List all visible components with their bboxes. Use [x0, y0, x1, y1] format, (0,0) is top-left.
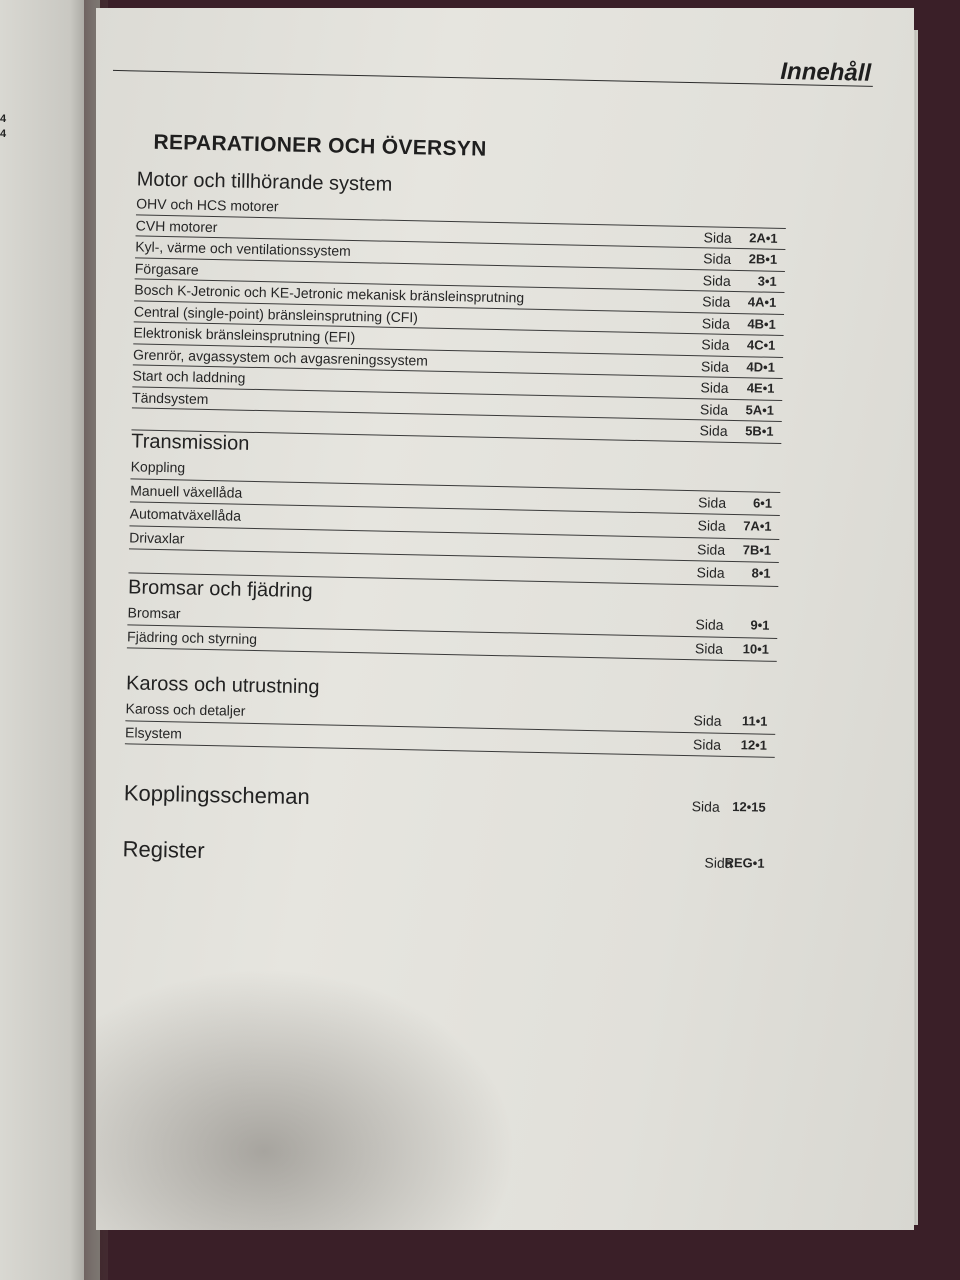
toc-page: 4A•1 [747, 294, 777, 310]
toc-label: Elektronisk bränsleinsprutning (EFI) [133, 324, 356, 346]
section-motor [131, 168, 786, 443]
toc-sida: Sida [699, 422, 728, 439]
toc-page: REG•1 [724, 854, 765, 871]
section-title: Bromsar och fjädring [127, 576, 313, 603]
toc-sida: Sida [702, 271, 731, 289]
toc-sida: Sida [700, 357, 730, 375]
toc-sida: Sida [703, 250, 732, 267]
section-transmission [128, 430, 781, 586]
toc-label: Manuell växellåda [130, 481, 243, 501]
contents-page [96, 8, 914, 1230]
toc-page: 4B•1 [747, 315, 776, 332]
toc-page: 2A•1 [749, 229, 778, 246]
toc-sida: Sida [696, 564, 725, 581]
header-rule [113, 70, 873, 87]
toc-label: Kyl-, värme och ventilationssystem [135, 238, 351, 259]
toc-label: Drivaxlar [129, 528, 185, 547]
toc-label: Fjädring och styrning [126, 627, 258, 647]
toc-sida: Sida [699, 400, 729, 418]
toc-heading: Kopplingsscheman [123, 780, 310, 810]
toc-page: 7B•1 [742, 541, 772, 558]
toc-entry-kopplingsscheman [123, 780, 773, 824]
toc-page: 6•1 [752, 494, 773, 511]
toc-label: Automatväxellåda [129, 505, 242, 524]
toc-page: 5A•1 [745, 401, 775, 418]
page-content [96, 8, 914, 1230]
section-bromsar [127, 576, 778, 662]
toc-page: 4E•1 [746, 380, 775, 396]
toc-sida: Sida [694, 639, 724, 657]
toc-page: 4D•1 [746, 358, 776, 375]
toc-label: Koppling [130, 458, 186, 476]
toc-page: 10•1 [742, 640, 770, 657]
toc-label: Förgasare [134, 259, 199, 278]
toc-label: Tändsystem [131, 388, 209, 407]
toc-page: 8•1 [751, 565, 771, 581]
toc-page: 3•1 [757, 272, 777, 289]
toc-heading: Register [122, 836, 205, 863]
toc-label: Bromsar [127, 604, 181, 622]
page-header-title: Innehåll [780, 57, 872, 87]
toc-page: 7A•1 [743, 518, 772, 534]
toc-label: Central (single-point) bränsleinsprutning (CFI) [133, 302, 419, 325]
toc-page: 12•15 [732, 799, 766, 815]
toc-label: Bosch K-Jetronic och KE-Jetronic mekanisk bränsleinsprutning [134, 281, 525, 306]
toc-sida: Sida [697, 493, 727, 511]
toc-sida: Sida [696, 540, 726, 558]
toc-sida: Sida [704, 854, 733, 872]
toc-sida: Sida [692, 735, 722, 753]
main-heading: REPARATIONER OCH ÖVERSYN [153, 130, 487, 161]
left-page-marks [0, 112, 10, 142]
toc-label: Elsystem [124, 723, 183, 741]
toc-page: 9•1 [750, 617, 770, 633]
toc-sida: Sida [691, 798, 720, 815]
left-page-mark: 4 [0, 113, 7, 125]
section-title: Transmission [130, 430, 250, 455]
toc-page: 12•1 [740, 736, 768, 753]
toc-label: Kaross och detaljer [125, 700, 246, 719]
toc-label: Start och laddning [132, 367, 246, 386]
toc-sida: Sida [695, 616, 724, 633]
toc-sida: Sida [702, 293, 731, 310]
toc-label: Grenrör, avgassystem och avgasreningssystem [132, 345, 429, 369]
section-title: Kaross och utrustning [125, 672, 320, 699]
toc-page: 5B•1 [745, 423, 774, 439]
section-title: Motor och tillhörande system [136, 168, 393, 196]
toc-page: 11•1 [741, 713, 768, 729]
toc-sida: Sida [697, 517, 726, 534]
toc-page: 2B•1 [748, 251, 778, 267]
section-kaross [125, 672, 776, 758]
toc-label: CVH motorer [135, 216, 218, 235]
toc-label: OHV och HCS motorer [136, 195, 279, 215]
toc-sida: Sida [693, 712, 722, 729]
toc-sida: Sida [701, 336, 730, 353]
toc-entry-register [122, 836, 772, 880]
toc-page: 4C•1 [746, 337, 776, 353]
toc-sida: Sida [700, 379, 729, 396]
toc-sida: Sida [703, 228, 732, 246]
left-page-mark: 4 [0, 128, 7, 140]
toc-sida: Sida [701, 314, 731, 332]
